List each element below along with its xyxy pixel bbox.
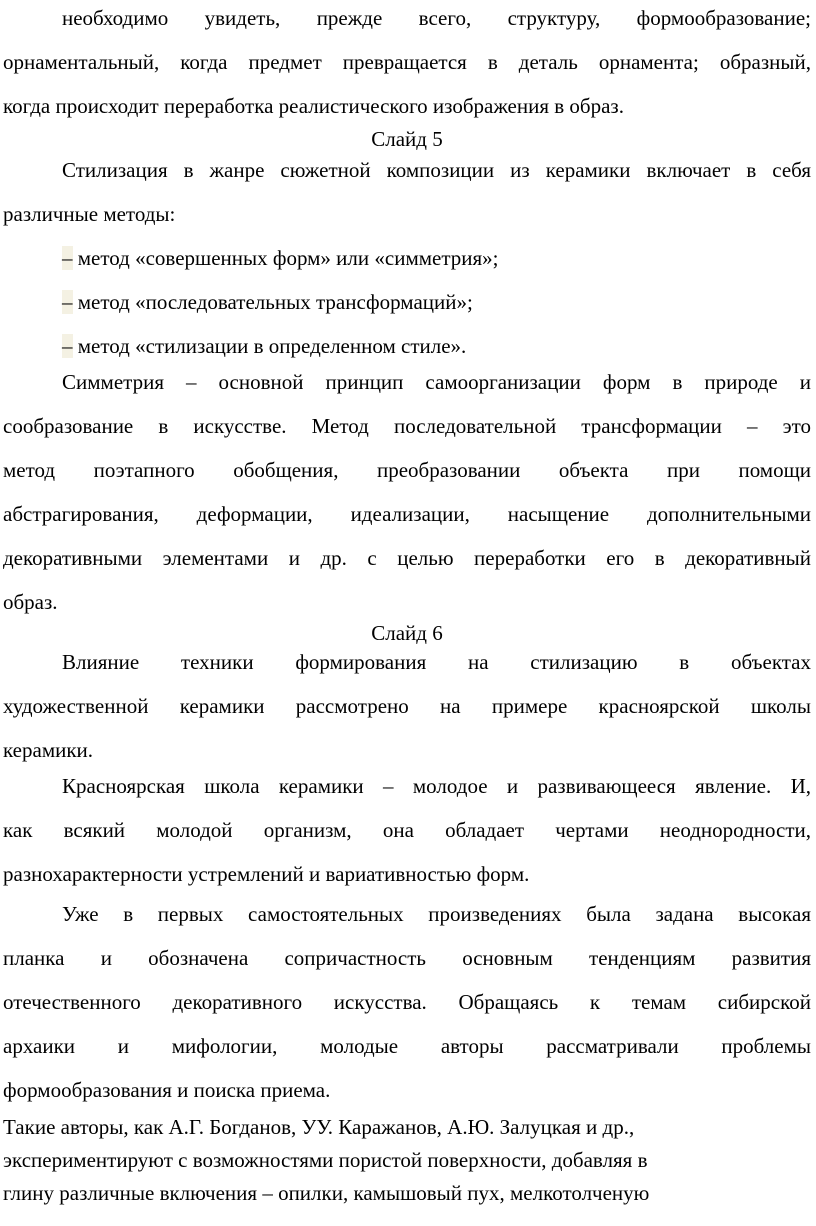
text-line: художественной керамики рассмотрено на примере красноярской школы bbox=[3, 694, 811, 718]
paragraph-intro bbox=[3, 0, 811, 128]
paragraph-authors bbox=[3, 1114, 811, 1206]
text-line: орнаментальный, когда предмет превращается в деталь орнамента; образный, bbox=[3, 50, 811, 74]
text-line: керамики. bbox=[3, 738, 94, 762]
slide-heading: Слайд 5 bbox=[371, 127, 443, 151]
list-item-text: метод «последовательных трансформаций»; bbox=[72, 290, 473, 314]
paragraph-stylization bbox=[3, 148, 811, 236]
text-line: экспериментируют с возможностями пористой поверхности, добавляя в bbox=[3, 1148, 648, 1172]
text-line: Красноярская школа керамики – молодое и развивающееся явление. И, bbox=[62, 774, 811, 798]
dash-marker: – bbox=[62, 246, 73, 270]
text-line: Симметрия – основной принцип самоорганизации форм в природе и bbox=[62, 370, 811, 394]
text-line: необходимо увидеть, прежде всего, структуру, формообразование; bbox=[62, 6, 811, 30]
text-line: Влияние техники формирования на стилизацию в объектах bbox=[62, 650, 811, 674]
dash-marker: – bbox=[62, 334, 73, 358]
text-line: планка и обозначена сопричастность основным тенденциям развития bbox=[3, 946, 811, 970]
text-line: декоративными элементами и др. с целью переработки его в декоративный bbox=[3, 546, 811, 570]
text-line: различные методы: bbox=[3, 202, 176, 226]
text-line: Уже в первых самостоятельных произведениях была задана высокая bbox=[62, 902, 811, 926]
text-line: сообразование в искусстве. Метод последовательной трансформации – это bbox=[3, 414, 811, 438]
text-line: глину различные включения – опилки, камышовый пух, мелкотолченую bbox=[3, 1181, 650, 1205]
text-line: Стилизация в жанре сюжетной композиции из керамики включает в себя bbox=[62, 158, 811, 182]
text-line: образ. bbox=[3, 590, 58, 614]
text-line: разнохарактерности устремлений и вариативностью форм. bbox=[3, 862, 530, 886]
paragraph-symmetry bbox=[3, 360, 811, 624]
text-line: формообразования и поиска приема. bbox=[3, 1078, 331, 1102]
list-item-text: метод «стилизации в определенном стиле». bbox=[72, 334, 467, 358]
slide-heading: Слайд 6 bbox=[371, 621, 443, 645]
text-line: когда происходит переработка реалистического изображения в образ. bbox=[3, 94, 624, 118]
dash-marker: – bbox=[62, 290, 73, 314]
text-line: Такие авторы, как А.Г. Богданов, УУ. Каражанов, А.Ю. Залуцкая и др., bbox=[3, 1115, 635, 1139]
text-line: отечественного декоративного искусства. Обращаясь к темам сибирской bbox=[3, 990, 811, 1014]
text-line: как всякий молодой организм, она обладает чертами неоднородности, bbox=[3, 818, 811, 842]
text-line: метод поэтапного обобщения, преобразовании объекта при помощи bbox=[3, 458, 811, 482]
list-item-text: метод «совершенных форм» или «симметрия»; bbox=[72, 246, 499, 270]
paragraph-krasnoyarsk bbox=[3, 764, 811, 896]
text-line: абстрагирования, деформации, идеализации, насыщение дополнительными bbox=[3, 502, 811, 526]
methods-list bbox=[3, 236, 811, 368]
paragraph-first-works bbox=[3, 892, 811, 1112]
list-item bbox=[3, 236, 811, 280]
list-item bbox=[3, 280, 811, 324]
text-line: архаики и мифологии, молодые авторы рассматривали проблемы bbox=[3, 1034, 811, 1058]
paragraph-influence bbox=[3, 640, 811, 772]
